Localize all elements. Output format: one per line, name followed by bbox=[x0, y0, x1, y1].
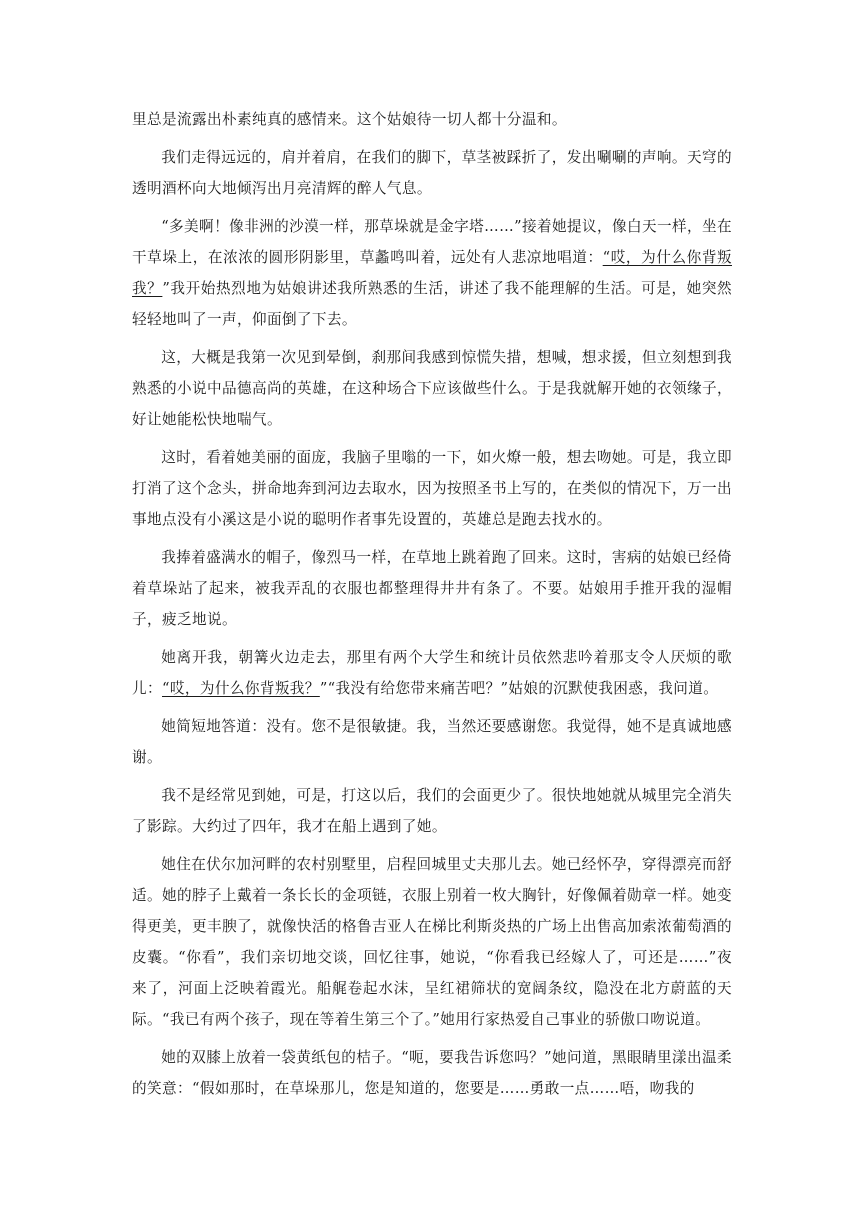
paragraph bbox=[132, 442, 732, 535]
paragraph bbox=[132, 142, 732, 204]
text-segment: 她离开我，朝篝火边走去，那里有两个大学生和统计员依然悲吟着那支令人厌烦的歌儿： bbox=[132, 649, 732, 697]
document-page bbox=[132, 104, 732, 1111]
text-segment: 我们走得远远的，肩并着肩，在我们的脚下，草茎被踩折了，发出唰唰的声响。天穹的透明酒杯向大地倾泻出月亮清辉的醉人气息。 bbox=[132, 149, 732, 197]
text-segment: 这，大概是我第一次见到晕倒，刹那间我感到惊慌失措，想喊，想求援，但立刻想到我熟悉的小说中品德高尚的英雄，在这种场合下应该做些什么。于是我就解开她的衣领缘子，好让她能松快地喘气。 bbox=[132, 349, 732, 428]
text-segment: ”“我没有给您带来痛苦吧？”姑娘的沉默使我困惑，我问道。 bbox=[319, 680, 719, 697]
text-segment: ”我开始热烈地为姑娘讲述我所熟悉的生活，讲述了我不能理解的生活。可是，她突然轻轻地叫了一声，仰面倒了下去。 bbox=[132, 280, 732, 328]
text-segment: 我捧着盛满水的帽子，像烈马一样，在草地上跳着跑了回来。这时，害病的姑娘已经倚着草垛站了起来，被我弄乱的衣服也都整理得井井有条了。不要。姑娘用手推开我的湿帽子，疲乏地说。 bbox=[132, 549, 732, 628]
text-segment: 里总是流露出朴素纯真的感情来。这个姑娘待一切人都十分温和。 bbox=[132, 111, 567, 128]
paragraph bbox=[132, 1042, 732, 1104]
underlined-quote: “哎，为什么你背叛我？ bbox=[132, 249, 732, 297]
text-segment: 她简短地答道：没有。您不是很敏捷。我，当然还要感谢您。我觉得，她不是真诚地感谢。 bbox=[132, 718, 732, 766]
text-segment: “多美啊！像非洲的沙漠一样，那草垛就是金字塔……”接着她提议，像白天一样，坐在干草垛上，在浓浓的圆形阴影里，草蠡鸣叫着，远处有人悲凉地唱道： bbox=[132, 218, 732, 266]
paragraph bbox=[132, 542, 732, 635]
text-segment: 这时，看着她美丽的面庞，我脑子里嗡的一下，如火燎一般，想去吻她。可是，我立即打消了这个念头，拼命地奔到河边去取水，因为按照圣书上写的，在类似的情况下，万一出事地点没有小溪这是小说的聪明作者事先设置的，英雄总是跑去找水的。 bbox=[132, 449, 732, 528]
paragraph bbox=[132, 642, 732, 704]
paragraph bbox=[132, 342, 732, 435]
paragraph bbox=[132, 211, 732, 335]
text-segment: 她的双膝上放着一袋黄纸包的桔子。“呃，要我告诉您吗？”她问道，黑眼睛里漾出温柔的笑意：“假如那时，在草垛那儿，您是知道的，您要是……勇敢一点……唔，吻我的 bbox=[132, 1049, 732, 1097]
paragraph bbox=[132, 104, 732, 135]
paragraph bbox=[132, 780, 732, 842]
paragraph bbox=[132, 711, 732, 773]
text-segment: 我不是经常见到她，可是，打这以后，我们的会面更少了。很快地她就从城里完全消失了影踪。大约过了四年，我才在船上遇到了她。 bbox=[132, 787, 732, 835]
text-segment: 她住在伏尔加河畔的农村别墅里，启程回城里丈夫那儿去。她已经怀孕，穿得漂亮而舒适。她的脖子上戴着一条长长的金项链，衣服上别着一枚大胸针，好像佩着勋章一样。她变得更美，更丰腴了，就像快活的格鲁吉亚人在梯比利斯炎热的广场上出售高加索浓葡萄酒的皮囊。“你看”，我们亲切地交谈，回忆往事，她说，“你看我已经嫁人了，可还是……”夜来了，河面上泛映着霞光。船艉卷起水沫，呈红裙筛状的宽阔条纹，隐没在北方蔚蓝的天际。“我已有两个孩子，现在等着生第三个了。”她用行家热爱自己事业的骄傲口吻说道。 bbox=[132, 856, 732, 1028]
underlined-quote: “哎，为什么你背叛我？ bbox=[162, 680, 320, 697]
paragraph bbox=[132, 849, 732, 1035]
